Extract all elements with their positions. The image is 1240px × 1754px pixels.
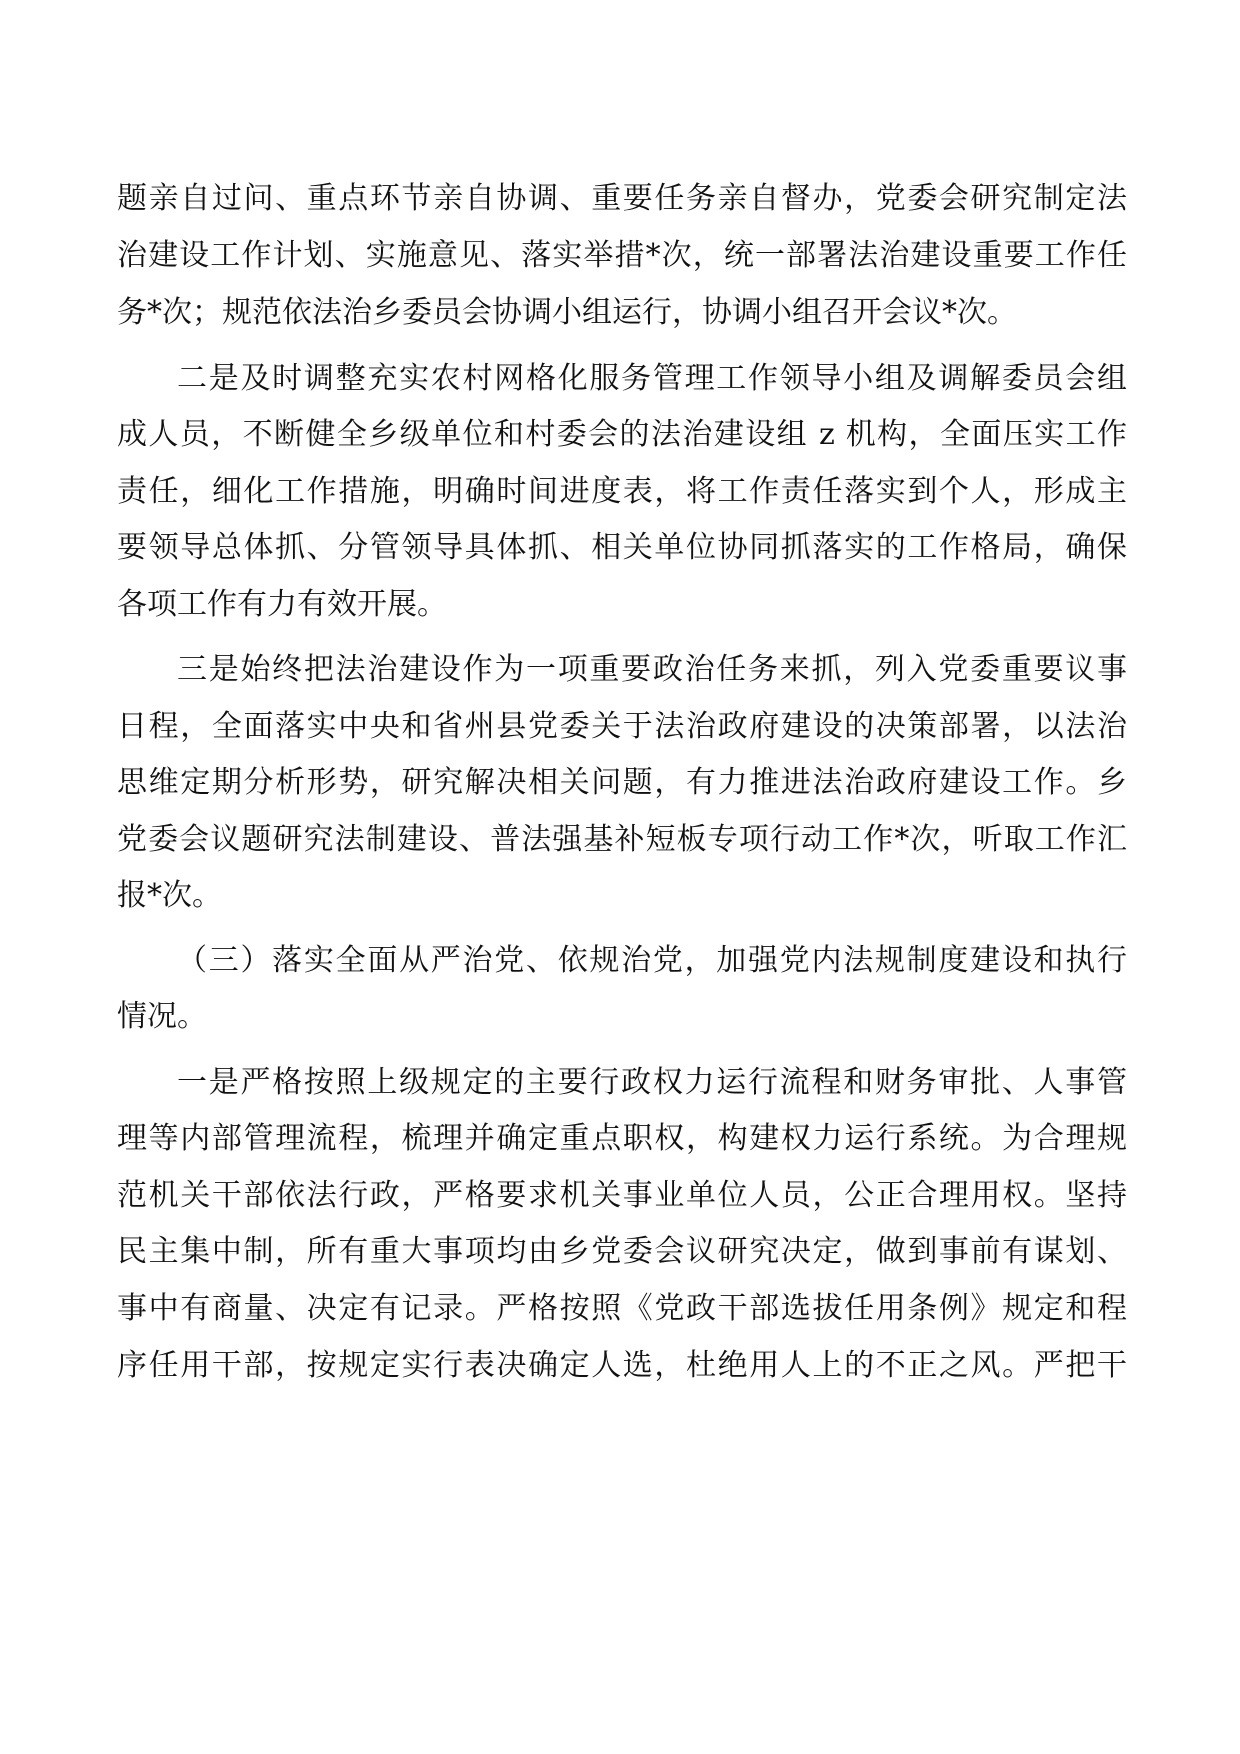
- text-line: 民主集中制，所有重大事项均由乡党委会议研究决定，做到事前有谋划、: [117, 1234, 1127, 1269]
- paragraph-first-line: 一是严格按照上级规定的主要行政权力运行流程和财务审批、人事管: [177, 1065, 1127, 1100]
- text-line: 各项工作有力有效开展。: [117, 587, 447, 622]
- text-line: 思维定期分析形势，研究解决相关问题，有力推进法治政府建设工作。乡: [117, 765, 1127, 800]
- text-line: 报*次。: [117, 878, 222, 913]
- text-line: 成人员，不断健全乡级单位和村委会的法治建设组 z 机构，全面压实工作: [117, 417, 1127, 452]
- paragraph-first-line: 三是始终把法治建设作为一项重要政治任务来抓，列入党委重要议事: [177, 652, 1127, 687]
- text-line: 题亲自过问、重点环节亲自协调、重要任务亲自督办，党委会研究制定法: [117, 181, 1127, 216]
- text-line: 事中有商量、决定有记录。严格按照《党政干部选拔任用条例》规定和程: [117, 1291, 1127, 1326]
- text-line: 要领导总体抓、分管领导具体抓、相关单位协同抓落实的工作格局，确保: [117, 530, 1127, 565]
- text-line: 范机关干部依法行政，严格要求机关事业单位人员，公正合理用权。坚持: [117, 1178, 1127, 1213]
- text-line: 序任用干部，按规定实行表决确定人选，杜绝用人上的不正之风。严把干: [117, 1348, 1127, 1383]
- text-line: 责任，细化工作措施，明确时间进度表，将工作责任落实到个人，形成主: [117, 474, 1127, 509]
- text-line: 理等内部管理流程，梳理并确定重点职权，构建权力运行系统。为合理规: [117, 1121, 1127, 1156]
- section-heading: （三）落实全面从严治党、依规治党，加强党内法规制度建设和执行: [177, 943, 1127, 978]
- text-line: 情况。: [117, 999, 207, 1034]
- paragraph-first-line: 二是及时调整充实农村网格化服务管理工作领导小组及调解委员会组: [177, 361, 1127, 396]
- text-line: 日程，全面落实中央和省州县党委关于法治政府建设的决策部署，以法治: [117, 709, 1127, 744]
- text-line: 务*次；规范依法治乡委员会协调小组运行，协调小组召开会议*次。: [117, 295, 1017, 330]
- text-line: 党委会议题研究法制建设、普法强基补短板专项行动工作*次，听取工作汇: [117, 822, 1127, 857]
- text-line: 治建设工作计划、实施意见、落实举措*次，统一部署法治建设重要工作任: [117, 238, 1127, 273]
